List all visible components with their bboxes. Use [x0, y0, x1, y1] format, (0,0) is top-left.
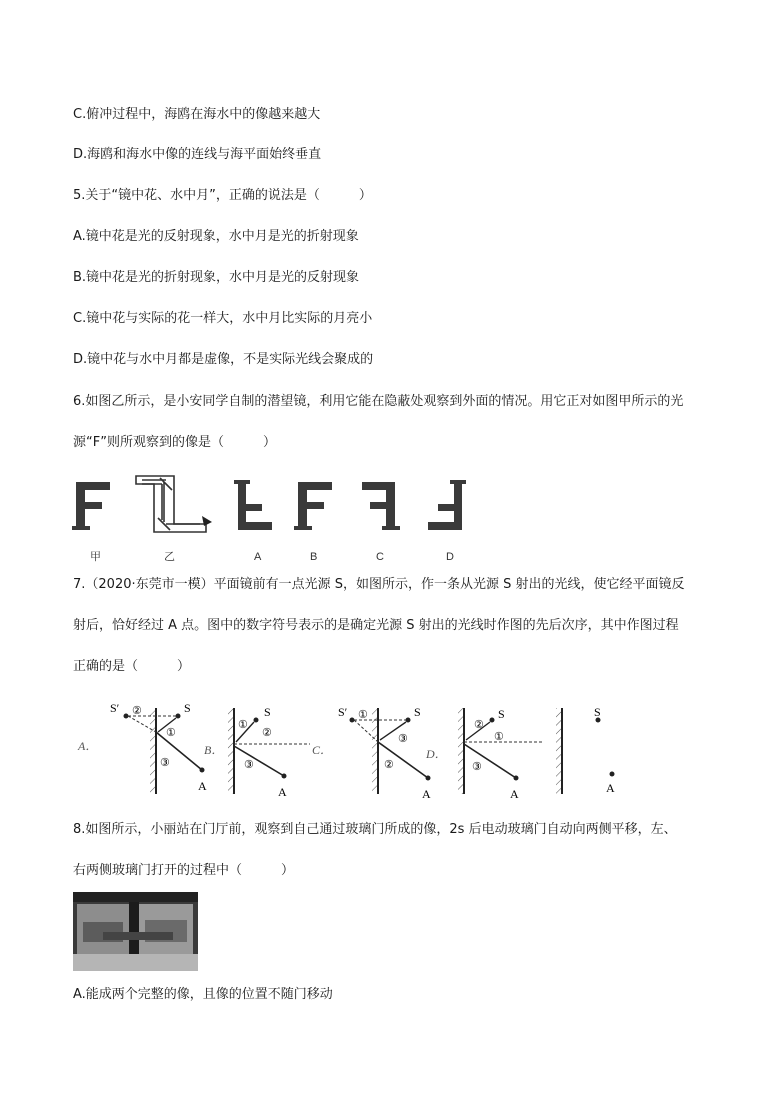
q7c-image-label: S′ — [338, 705, 348, 719]
q7c-source-label: S — [414, 705, 421, 719]
q7a-point-label: A — [198, 779, 207, 793]
caption-c: C — [376, 551, 384, 563]
q7-orig-source-label: S — [594, 705, 601, 719]
svg-text:①: ① — [494, 731, 504, 743]
q7a-image-label: S′ — [110, 701, 120, 715]
q4-option-d: D.海鸥和海水中像的连线与海平面始终垂直 — [73, 147, 322, 162]
q7-option-b-diagram — [228, 705, 310, 799]
svg-text:②: ② — [132, 705, 142, 717]
periscope-diagram — [136, 476, 206, 532]
q7-label-b: B． — [204, 743, 224, 757]
q7d-point-label: A — [510, 787, 519, 801]
q7-option-a-diagram — [110, 701, 207, 794]
q7d-source-label: S — [498, 707, 505, 721]
q8-stem-line1: 8.如图所示，小丽站在门厅前，观察到自己通过玻璃门所成的像，2s 后电动玻璃门自动向两侧平移，左、 — [73, 822, 677, 837]
q7c-point-label: A — [422, 787, 431, 801]
caption-jia: 甲 — [90, 551, 101, 563]
svg-text:①: ① — [238, 719, 248, 731]
q7-label-a: A． — [78, 739, 98, 753]
q4-option-c: C.俯冲过程中，海鸥在海水中的像越来越大 — [73, 107, 321, 122]
svg-text:①: ① — [166, 727, 176, 739]
svg-text:②: ② — [384, 759, 394, 771]
svg-text:②: ② — [474, 719, 484, 731]
q6-figure — [66, 470, 486, 563]
q7-stem-line3: 正确的是（ ） — [73, 659, 191, 674]
q7-original-diagram — [556, 705, 615, 795]
svg-text:③: ③ — [160, 757, 170, 769]
q7-orig-point-label: A — [606, 781, 615, 795]
q7-stem-line2: 射后，恰好经过 A 点。图中的数字符号表示的是确定光源 S 射出的光线时作图的先后次序，其中作图过程 — [73, 618, 679, 633]
option-b-image — [294, 482, 332, 530]
q7-option-c-diagram — [338, 705, 431, 801]
option-c-image — [362, 482, 400, 530]
q7-figure — [76, 696, 636, 800]
caption-d: D — [446, 551, 454, 563]
q7-label-d: D． — [426, 747, 447, 761]
q8-option-a: A.能成两个完整的像，且像的位置不随门移动 — [73, 987, 333, 1002]
glass-door-photo — [73, 892, 198, 971]
svg-text:③: ③ — [472, 761, 482, 773]
q6-stem-line1: 6.如图乙所示，是小安同学自制的潜望镜，利用它能在隐蔽处观察到外面的情况。用它正对如图甲所示的光 — [73, 394, 684, 409]
svg-text:③: ③ — [398, 733, 408, 745]
letter-f-original — [72, 482, 110, 530]
option-a-image — [234, 480, 272, 530]
q6-stem-line2: 源“F”则所观察到的像是（ ） — [73, 435, 276, 450]
q7a-source-label: S — [184, 701, 191, 715]
caption-a: A — [254, 551, 262, 563]
svg-text:③: ③ — [244, 759, 254, 771]
svg-text:①: ① — [358, 709, 368, 721]
q7b-point-label: A — [278, 785, 287, 799]
caption-b: B — [310, 551, 318, 563]
caption-yi: 乙 — [164, 551, 175, 563]
q5-option-b: B.镜中花是光的折射现象，水中月是光的反射现象 — [73, 270, 360, 285]
q5-option-a: A.镜中花是光的反射现象，水中月是光的折射现象 — [73, 229, 359, 244]
q7b-source-label: S — [264, 705, 271, 719]
svg-text:②: ② — [262, 727, 272, 739]
q5-option-d: D.镜中花与水中月都是虚像，不是实际光线会聚成的 — [73, 352, 374, 367]
q5-stem: 5.关于“镜中花、水中月”，正确的说法是（ ） — [73, 188, 372, 203]
q8-stem-line2: 右两侧玻璃门打开的过程中（ ） — [73, 863, 295, 878]
q7-option-d-diagram — [458, 707, 542, 801]
q5-option-c: C.镜中花与实际的花一样大，水中月比实际的月亮小 — [73, 311, 373, 326]
q7-stem-line1: 7.（2020·东莞市一模）平面镜前有一点光源 S，如图所示，作一条从光源 S 射出的光线，使它经平面镜反 — [73, 577, 685, 592]
q7-label-c: C． — [312, 743, 333, 757]
option-d-image — [428, 480, 466, 530]
